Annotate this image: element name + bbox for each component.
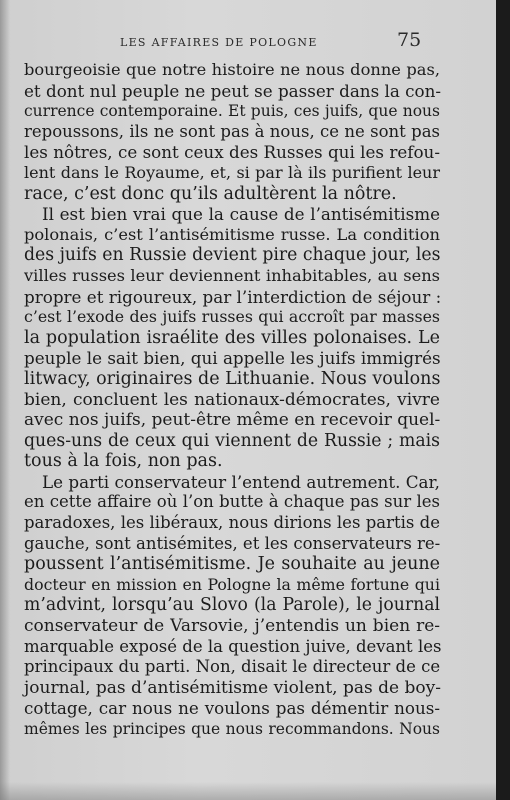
text-line: les nôtres, ce sont ceux des Russes qui les refou- [24, 142, 440, 163]
text-line: peuple le sait bien, qui appelle les juifs immigrés [24, 348, 441, 369]
text-line: conservateur de Varsovie, j’entendis un bien re- [24, 616, 440, 637]
text-line: journal, pas d’antisémitisme violent, pas de boy- [24, 677, 441, 698]
paragraph-start-line: Il est bien vrai que la cause de l’antisémitisme [42, 204, 440, 225]
page-number: 75 [397, 29, 422, 51]
text-line: propre et rigoureux, par l’interdiction de séjour : [24, 286, 442, 307]
running-head [0, 29, 496, 54]
text-line: ques-uns de ceux qui viennent de Russie ; mais [24, 430, 440, 451]
text-line: avec nos juifs, peut-être même en recevoir quel- [24, 410, 441, 431]
text-line: principaux du parti. Non, disait le directeur de ce [24, 657, 441, 677]
text-line: en cette affaire où l’on butte à chaque pas sur les [24, 492, 440, 512]
spine-shadow [0, 0, 10, 800]
text-line: tous à la fois, non pas. [24, 451, 223, 472]
text-line: des juifs en Russie devient pire chaque jour, les [24, 245, 441, 266]
text-line: polonais, c’est l’antisémitisme russe. La condition [24, 224, 440, 244]
text-line: cottage, car nous ne voulons pas démentir nous- [24, 698, 440, 719]
text-line: gauche, sont antisémites, et les conservateurs re- [24, 533, 441, 553]
page-bottom-shadow [0, 782, 496, 800]
text-line: repoussons, ils ne sont pas à nous, ce ne sont pas [24, 121, 440, 141]
text-line: currence contemporaine. Et puis, ces juifs, que nous [24, 102, 440, 121]
text-line: marquable exposé de la question juive, devant les [24, 636, 442, 656]
text-line: lent dans le Royaume, et, si par là ils purifient leur [24, 162, 440, 182]
text-line: et dont nul peuple ne peut se passer dans la con- [24, 80, 442, 101]
text-line: la population israélite des villes polonaises. Le [24, 327, 440, 348]
text-line: mêmes les principes que nous recommandons. Nous [24, 720, 440, 738]
body-text [24, 60, 440, 740]
running-title: LES AFFAIRES DE POLOGNE [120, 36, 318, 49]
text-line: poussent l’antisémitisme. Je souhaite au jeune [24, 554, 440, 575]
text-line: paradoxes, les libéraux, nous dirions les partis de [24, 513, 440, 533]
text-line: litwacy, originaires de Lithuanie. Nous voulons [24, 368, 441, 389]
text-line: docteur en mission en Pologne la même fortune qui [24, 574, 440, 594]
text-line: c’est l’exode des juifs russes qui accroît par masses [24, 307, 440, 327]
text-line: m’advint, lorsqu’au Slovo (la Parole), le journal [24, 595, 440, 616]
text-line: villes russes leur deviennent inhabitables, au sens [24, 265, 440, 285]
text-line: bien, concluent les nationaux-démocrates, vivre [24, 389, 440, 410]
paragraph-start-line: Le parti conservateur l’entend autrement. Car, [42, 471, 441, 492]
text-line: bourgeoisie que notre histoire ne nous donne pas, [24, 60, 440, 79]
text-line: race, c’est donc qu’ils adultèrent la nôtre. [24, 183, 397, 204]
